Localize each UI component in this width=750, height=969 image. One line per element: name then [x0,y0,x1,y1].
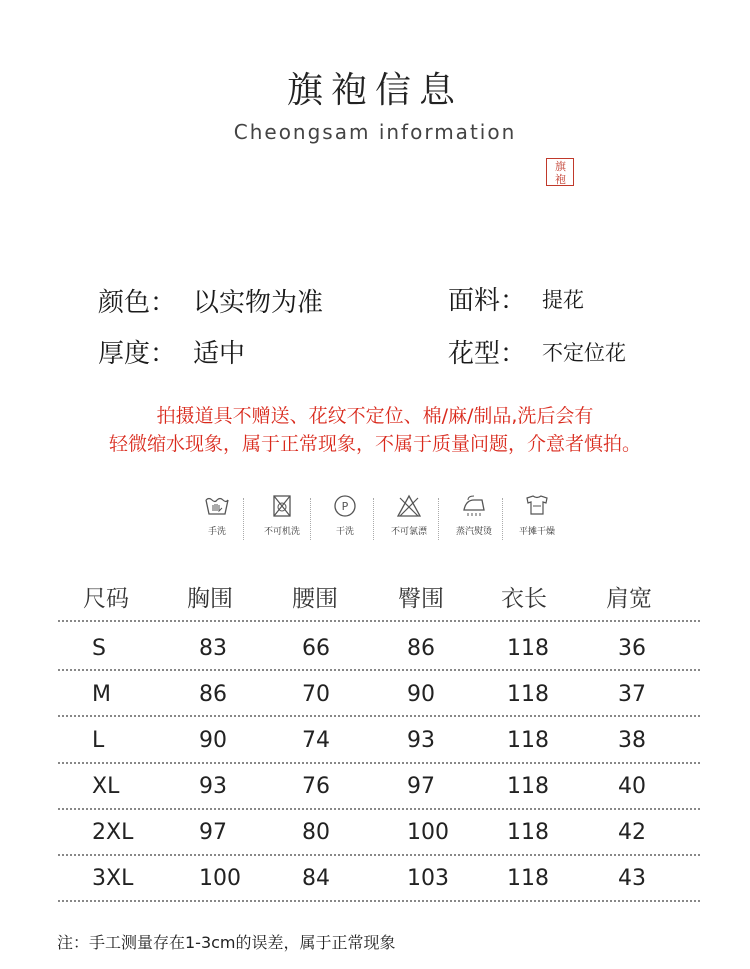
dry-clean-icon [332,494,358,518]
table-cell: 70 [302,682,330,707]
table-cell: 118 [507,774,549,799]
care-label: 不可氯漂 [390,527,427,537]
table-cell: 38 [618,728,646,753]
divider [438,498,439,540]
no-machine-wash-icon [269,494,295,518]
care-dry-clean [313,494,377,537]
table-cell: L [92,728,105,753]
table-cell: 118 [507,820,549,845]
table-cell: 84 [302,866,330,891]
care-flat-dry [505,494,569,537]
care-no-bleach [377,494,441,537]
table-cell: 100 [407,820,449,845]
table-cell: 86 [199,682,227,707]
table-cell: 100 [199,866,241,891]
divider [373,498,374,540]
no-bleach-icon [396,494,422,518]
col-header-size: 尺码 [83,586,129,612]
care-steam-iron [442,494,506,537]
table-cell: XL [92,774,120,799]
flat-dry-icon [524,494,550,518]
table-cell: 66 [302,636,330,661]
color-value: 以实物为准 [193,288,324,318]
care-no-machine-wash [250,494,314,537]
row-divider [58,620,700,622]
footnote: 注：手工测量存在1-3cm的误差，属于正常现象 [57,933,396,952]
row-divider [58,808,700,810]
divider [243,498,244,540]
notice-line-2: 轻微缩水现象，属于正常现象，不属于质量问题，介意者慎拍。 [108,433,641,455]
col-header-hip: 臀围 [398,586,444,612]
table-cell: 42 [618,820,646,845]
table-cell: M [92,682,111,707]
table-cell: 93 [199,774,227,799]
table-cell: 40 [618,774,646,799]
steam-iron-icon [460,494,488,518]
notice-line-1: 拍摄道具不赠送、花纹不定位、棉/麻/制品,洗后会有 [156,405,594,427]
table-cell: 37 [618,682,646,707]
col-header-bust: 胸围 [187,586,233,612]
col-header-length: 衣长 [501,586,547,612]
table-cell: S [92,636,106,661]
table-cell: 76 [302,774,330,799]
table-cell: 97 [199,820,227,845]
thickness-value: 适中 [193,339,246,369]
table-cell: 118 [507,636,549,661]
care-hand-wash [185,494,249,537]
table-cell: 86 [407,636,435,661]
table-cell: 2XL [92,820,134,845]
col-header-waist: 腰围 [292,586,338,612]
table-cell: 90 [407,682,435,707]
table-cell: 118 [507,682,549,707]
table-cell: 36 [618,636,646,661]
color-label: 颜色： [98,288,177,318]
divider [310,498,311,540]
row-divider [58,762,700,764]
care-label: 蒸汽熨烫 [455,527,492,537]
care-label: 不可机洗 [263,527,300,537]
pattern-label: 花型： [448,339,527,369]
seal-stamp-icon: 旗 袍 [546,158,574,186]
table-cell: 90 [199,728,227,753]
pattern-value: 不定位花 [542,341,626,365]
table-cell: 3XL [92,866,134,891]
table-cell: 83 [199,636,227,661]
thickness-label: 厚度： [98,339,177,369]
divider [502,498,503,540]
table-cell: 103 [407,866,449,891]
table-cell: 43 [618,866,646,891]
care-label: 平摊干燥 [518,527,555,537]
fabric-label: 面料： [448,286,527,316]
fabric-value: 提花 [542,288,584,312]
page-subtitle: Cheongsam information [233,120,517,144]
table-cell: 97 [407,774,435,799]
table-cell: 118 [507,728,549,753]
row-divider [58,900,700,902]
table-cell: 74 [302,728,330,753]
table-cell: 80 [302,820,330,845]
care-label: 干洗 [335,527,354,537]
table-cell: 93 [407,728,435,753]
col-header-shoulder: 肩宽 [606,586,652,612]
row-divider [58,715,700,717]
page-title: 旗袍信息 [286,70,463,111]
svg-text:P: P [341,500,349,513]
care-label: 手洗 [207,527,226,537]
hand-wash-icon [204,494,230,518]
row-divider [58,669,700,671]
table-cell: 118 [507,866,549,891]
row-divider [58,854,700,856]
